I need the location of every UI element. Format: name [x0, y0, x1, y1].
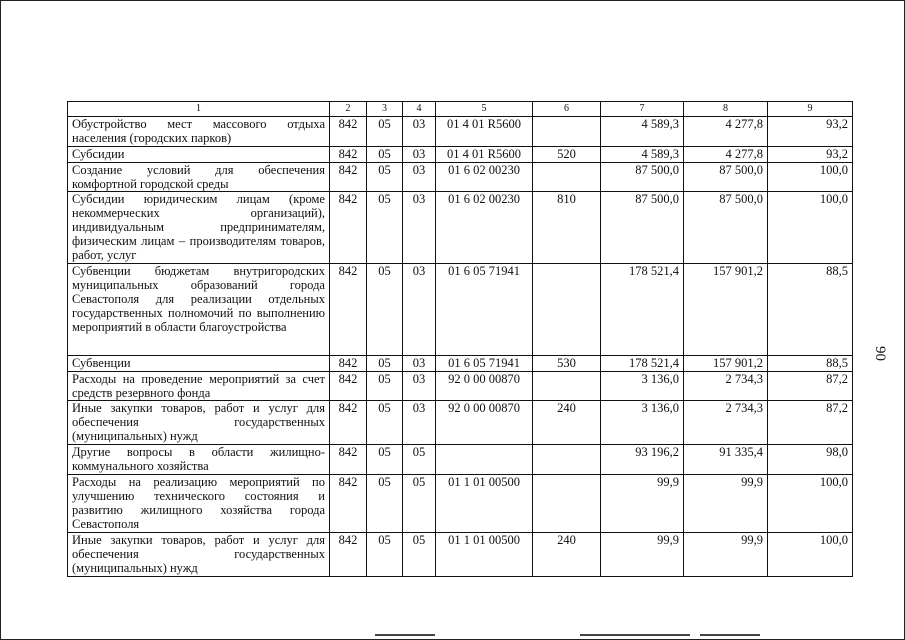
column-header-6: 6 — [533, 102, 601, 117]
column-header-8: 8 — [684, 102, 768, 117]
cell-target-item: 01 6 05 71941 — [436, 264, 533, 356]
cell-subsection: 03 — [403, 356, 436, 372]
cell-expense-type: 520 — [533, 147, 601, 163]
cell-planned-amount: 93 196,2 — [601, 445, 684, 475]
cell-target-item: 01 6 02 00230 — [436, 192, 533, 264]
cell-planned-amount: 87 500,0 — [601, 163, 684, 192]
table-row — [68, 401, 853, 445]
column-header-9: 9 — [768, 102, 853, 117]
row-name: Субсидии юридическим лицам (кроме некоммерческих организаций), индивидуальным предпринимателям, физическим лицам – производителям товаров, работ, услуг — [68, 192, 330, 264]
cell-subsection: 05 — [403, 445, 436, 475]
column-header-5: 5 — [436, 102, 533, 117]
table-row — [68, 117, 853, 147]
cell-actual-amount: 157 901,2 — [684, 356, 768, 372]
cell-planned-amount: 3 136,0 — [601, 372, 684, 401]
table-row — [68, 192, 853, 264]
table-row — [68, 475, 853, 533]
cell-target-item: 01 6 05 71941 — [436, 356, 533, 372]
cell-ministry-code: 842 — [330, 401, 367, 445]
cell-percent: 88,5 — [768, 356, 853, 372]
cell-target-item: 01 4 01 R5600 — [436, 147, 533, 163]
cell-ministry-code: 842 — [330, 475, 367, 533]
cell-expense-type: 240 — [533, 401, 601, 445]
table-row — [68, 533, 853, 577]
cell-section: 05 — [367, 356, 403, 372]
row-name: Другие вопросы в области жилищно-коммунального хозяйства — [68, 445, 330, 475]
table-row — [68, 163, 853, 192]
cell-percent: 100,0 — [768, 163, 853, 192]
row-name: Расходы на реализацию мероприятий по улучшению технического состояния и развитию жилищного хозяйства города Севастополя — [68, 475, 330, 533]
cell-subsection: 03 — [403, 117, 436, 147]
cell-section: 05 — [367, 372, 403, 401]
table-row — [68, 445, 853, 475]
row-name: Субвенции — [68, 356, 330, 372]
cell-planned-amount: 178 521,4 — [601, 264, 684, 356]
cell-percent: 87,2 — [768, 372, 853, 401]
cell-expense-type — [533, 372, 601, 401]
table-row — [68, 372, 853, 401]
cell-target-item: 01 4 01 R5600 — [436, 117, 533, 147]
cell-expense-type: 530 — [533, 356, 601, 372]
cell-actual-amount: 157 901,2 — [684, 264, 768, 356]
table-row — [68, 147, 853, 163]
cell-subsection: 03 — [403, 264, 436, 356]
budget-table — [67, 101, 853, 577]
cell-target-item: 92 0 00 00870 — [436, 401, 533, 445]
cell-actual-amount: 87 500,0 — [684, 163, 768, 192]
cell-target-item: 01 1 01 00500 — [436, 475, 533, 533]
table-body — [68, 117, 853, 577]
cell-planned-amount: 87 500,0 — [601, 192, 684, 264]
cell-percent: 93,2 — [768, 147, 853, 163]
cell-ministry-code: 842 — [330, 163, 367, 192]
table-row — [68, 264, 853, 356]
cell-expense-type — [533, 264, 601, 356]
cell-section: 05 — [367, 163, 403, 192]
column-header-4: 4 — [403, 102, 436, 117]
cell-subsection: 05 — [403, 475, 436, 533]
cell-actual-amount: 91 335,4 — [684, 445, 768, 475]
cell-subsection: 03 — [403, 372, 436, 401]
cell-actual-amount: 87 500,0 — [684, 192, 768, 264]
cell-section: 05 — [367, 117, 403, 147]
cell-percent: 98,0 — [768, 445, 853, 475]
cell-actual-amount: 2 734,3 — [684, 401, 768, 445]
cell-planned-amount: 4 589,3 — [601, 147, 684, 163]
cell-ministry-code: 842 — [330, 445, 367, 475]
cell-planned-amount: 4 589,3 — [601, 117, 684, 147]
cell-section: 05 — [367, 192, 403, 264]
cell-section: 05 — [367, 475, 403, 533]
cell-percent: 100,0 — [768, 475, 853, 533]
column-header-7: 7 — [601, 102, 684, 117]
row-name: Иные закупки товаров, работ и услуг для обеспечения государственных (муниципальных) нужд — [68, 401, 330, 445]
cell-section: 05 — [367, 401, 403, 445]
cell-ministry-code: 842 — [330, 147, 367, 163]
cell-subsection: 03 — [403, 401, 436, 445]
cell-actual-amount: 4 277,8 — [684, 117, 768, 147]
cell-ministry-code: 842 — [330, 264, 367, 356]
cell-actual-amount: 99,9 — [684, 475, 768, 533]
cell-percent: 100,0 — [768, 533, 853, 577]
cell-ministry-code: 842 — [330, 117, 367, 147]
column-header-2: 2 — [330, 102, 367, 117]
cell-planned-amount: 99,9 — [601, 533, 684, 577]
row-name: Иные закупки товаров, работ и услуг для обеспечения государственных (муниципальных) нужд — [68, 533, 330, 577]
cell-ministry-code: 842 — [330, 356, 367, 372]
row-name: Расходы на проведение мероприятий за счет средств резервного фонда — [68, 372, 330, 401]
cell-ministry-code: 842 — [330, 372, 367, 401]
column-header-3: 3 — [367, 102, 403, 117]
cell-target-item: 01 6 02 00230 — [436, 163, 533, 192]
cell-expense-type: 810 — [533, 192, 601, 264]
scan-edge-artifacts — [0, 630, 905, 638]
cell-target-item: 92 0 00 00870 — [436, 372, 533, 401]
cell-expense-type — [533, 445, 601, 475]
cell-subsection: 05 — [403, 533, 436, 577]
cell-actual-amount: 2 734,3 — [684, 372, 768, 401]
row-name: Обустройство мест массового отдыха населения (городских парков) — [68, 117, 330, 147]
cell-actual-amount: 99,9 — [684, 533, 768, 577]
column-header-1: 1 — [68, 102, 330, 117]
cell-expense-type: 240 — [533, 533, 601, 577]
cell-percent: 87,2 — [768, 401, 853, 445]
cell-percent: 100,0 — [768, 192, 853, 264]
cell-ministry-code: 842 — [330, 192, 367, 264]
cell-planned-amount: 3 136,0 — [601, 401, 684, 445]
cell-section: 05 — [367, 445, 403, 475]
cell-expense-type — [533, 475, 601, 533]
table-row — [68, 356, 853, 372]
cell-section: 05 — [367, 147, 403, 163]
cell-expense-type — [533, 117, 601, 147]
cell-section: 05 — [367, 264, 403, 356]
cell-actual-amount: 4 277,8 — [684, 147, 768, 163]
cell-section: 05 — [367, 533, 403, 577]
cell-target-item: 01 1 01 00500 — [436, 533, 533, 577]
row-name: Субвенции бюджетам внутригородских муниципальных образований города Севастополя для реализации отдельных государственных полномочий по выполнению мероприятий в области благоустройства — [68, 264, 330, 356]
cell-expense-type — [533, 163, 601, 192]
row-name: Создание условий для обеспечения комфортной городской среды — [68, 163, 330, 192]
cell-ministry-code: 842 — [330, 533, 367, 577]
cell-target-item — [436, 445, 533, 475]
row-name: Субсидии — [68, 147, 330, 163]
cell-percent: 88,5 — [768, 264, 853, 356]
cell-subsection: 03 — [403, 192, 436, 264]
cell-planned-amount: 99,9 — [601, 475, 684, 533]
cell-subsection: 03 — [403, 163, 436, 192]
cell-planned-amount: 178 521,4 — [601, 356, 684, 372]
header-row — [68, 102, 853, 117]
cell-percent: 93,2 — [768, 117, 853, 147]
page-number: 90 — [872, 346, 888, 361]
cell-subsection: 03 — [403, 147, 436, 163]
